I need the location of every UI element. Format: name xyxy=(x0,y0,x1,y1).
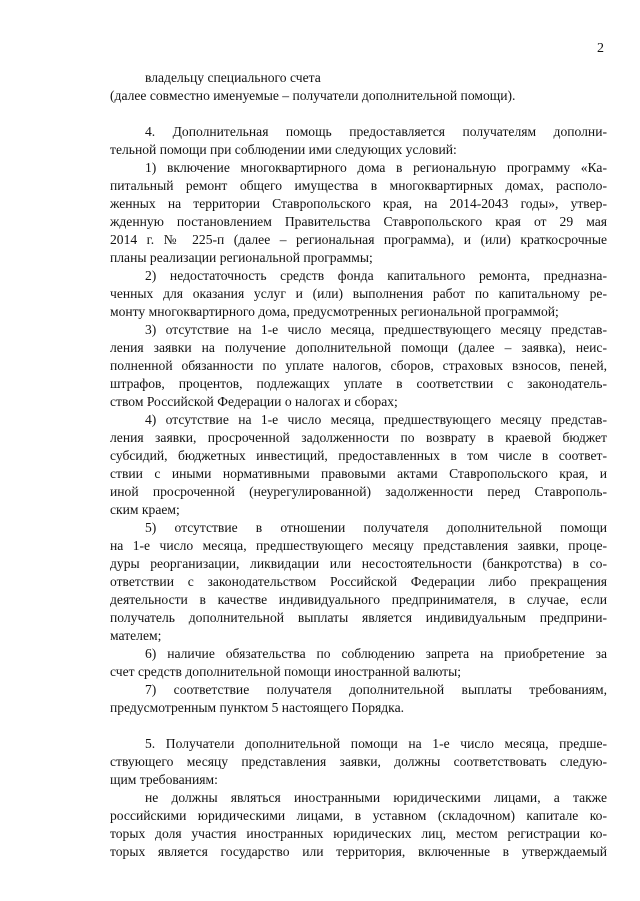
text-line: тельной помощи при соблюдении ими следующих условий: xyxy=(110,142,457,157)
text-line: счет средств дополнительной помощи иностранной валюты; xyxy=(110,664,462,679)
text-line: 4) отсутствие на 1-е число месяца, предшествующего месяцу представ- xyxy=(145,412,607,427)
text-line: полненной обязанности по уплате налогов, сборов, страховых взносов, пеней, xyxy=(110,358,607,373)
text-line: жденную постановлением Правительства Ставропольского края от 29 мая xyxy=(110,214,607,229)
section-4-heading xyxy=(110,123,607,159)
text-line: ствующего месяцу представления заявки, должны соответствовать следую- xyxy=(110,754,607,769)
text-line: монту многоквартирного дома, предусмотренных региональной программой; xyxy=(110,304,559,319)
text-line: российскими юридическими лицами, в уставном (складочном) капитале ко- xyxy=(110,808,607,823)
text-line: иной просроченной (неурегулированной) задолженности перед Ставрополь- xyxy=(110,484,607,499)
text-line: ством Российской Федерации о налогах и сборах; xyxy=(110,394,398,409)
text-line: торых является государство или территория, включенные в утверждаемый xyxy=(110,844,607,859)
text-line: планы реализации региональной программы; xyxy=(110,250,373,265)
text-line: женных на территории Ставропольского края, на 2014-2043 годы», утвер- xyxy=(110,196,607,211)
text-line: 2) недостаточность средств фонда капитального ремонта, предназна- xyxy=(145,268,607,283)
condition-item-4 xyxy=(110,411,607,519)
section-5-heading xyxy=(110,735,607,789)
text-line: ским краем; xyxy=(110,502,180,517)
text-line: щим требованиям: xyxy=(110,772,218,787)
text-line: (далее совместно именуемые – получатели дополнительной помощи). xyxy=(110,88,516,103)
text-line: 3) отсутствие на 1-е число месяца, предшествующего месяцу представ- xyxy=(145,322,607,337)
text-line: деятельности в качестве индивидуального предпринимателя, в случае, если xyxy=(110,592,607,607)
text-line: ления заявки на получение дополнительной помощи (далее – заявка), неис- xyxy=(110,340,607,355)
condition-item-7 xyxy=(110,681,607,717)
text-line: 5) отсутствие в отношении получателя дополнительной помощи xyxy=(145,520,607,535)
section-4 xyxy=(110,123,607,717)
text-line: ления заявки, просроченной задолженности по возврату в краевой бюджет xyxy=(110,430,607,445)
text-line: получатель дополнительной выплаты является индивидуальным предприни- xyxy=(110,610,607,625)
condition-item-6 xyxy=(110,645,607,681)
condition-item-5 xyxy=(110,519,607,645)
text-line: 6) наличие обязательства по соблюдению запрета на приобретение за xyxy=(145,646,607,661)
document-body xyxy=(110,69,607,861)
text-line: ченных для оказания услуг и (или) выполнения работ по капитальному ре- xyxy=(110,286,607,301)
page-number: 2 xyxy=(597,41,604,56)
condition-item-2 xyxy=(110,267,607,321)
condition-item-3 xyxy=(110,321,607,411)
text-line: 4. Дополнительная помощь предоставляется получателям дополни- xyxy=(145,124,607,139)
text-line: мателем; xyxy=(110,628,162,643)
text-line: дуры реорганизации, ликвидации или несостоятельности (банкротства) в со- xyxy=(110,556,607,571)
text-line: 1) включение многоквартирного дома в региональную программу «Ка- xyxy=(145,160,607,175)
text-line: на 1-е число месяца, предшествующего месяцу представления заявки, проце- xyxy=(110,538,607,553)
text-line: питальный ремонт общего имущества в многоквартирных домах, располо- xyxy=(110,178,607,193)
text-line: 5. Получатели дополнительной помощи на 1-е число месяца, предше- xyxy=(145,736,607,751)
text-line: 7) соответствие получателя дополнительной выплаты требованиям, xyxy=(145,682,607,697)
section-5 xyxy=(110,735,607,861)
text-line: субсидий, бюджетных инвестиций, предоставленных в том числе в соответ- xyxy=(110,448,607,463)
text-line: ствии с иными нормативными правовыми актами Ставропольского края, и xyxy=(110,466,607,481)
condition-item-1 xyxy=(110,159,607,267)
text-line: не должны являться иностранными юридическими лицами, а также xyxy=(145,790,607,805)
requirement-item xyxy=(110,789,607,861)
text-line: торых доля участия иностранных юридических лиц, местом регистрации ко- xyxy=(110,826,607,841)
text-line: предусмотренным пунктом 5 настоящего Порядка. xyxy=(110,700,405,715)
intro-paragraph xyxy=(110,69,607,105)
text-line: ответствии с законодательством Российской Федерации либо прекращения xyxy=(110,574,607,589)
text-line: владельцу специального счета xyxy=(145,70,321,85)
text-line: штрафов, процентов, подлежащих уплате в соответствии с законодатель- xyxy=(110,376,607,391)
text-line: 2014 г. № 225-п (далее – региональная программа), и (или) краткосрочные xyxy=(110,232,607,247)
